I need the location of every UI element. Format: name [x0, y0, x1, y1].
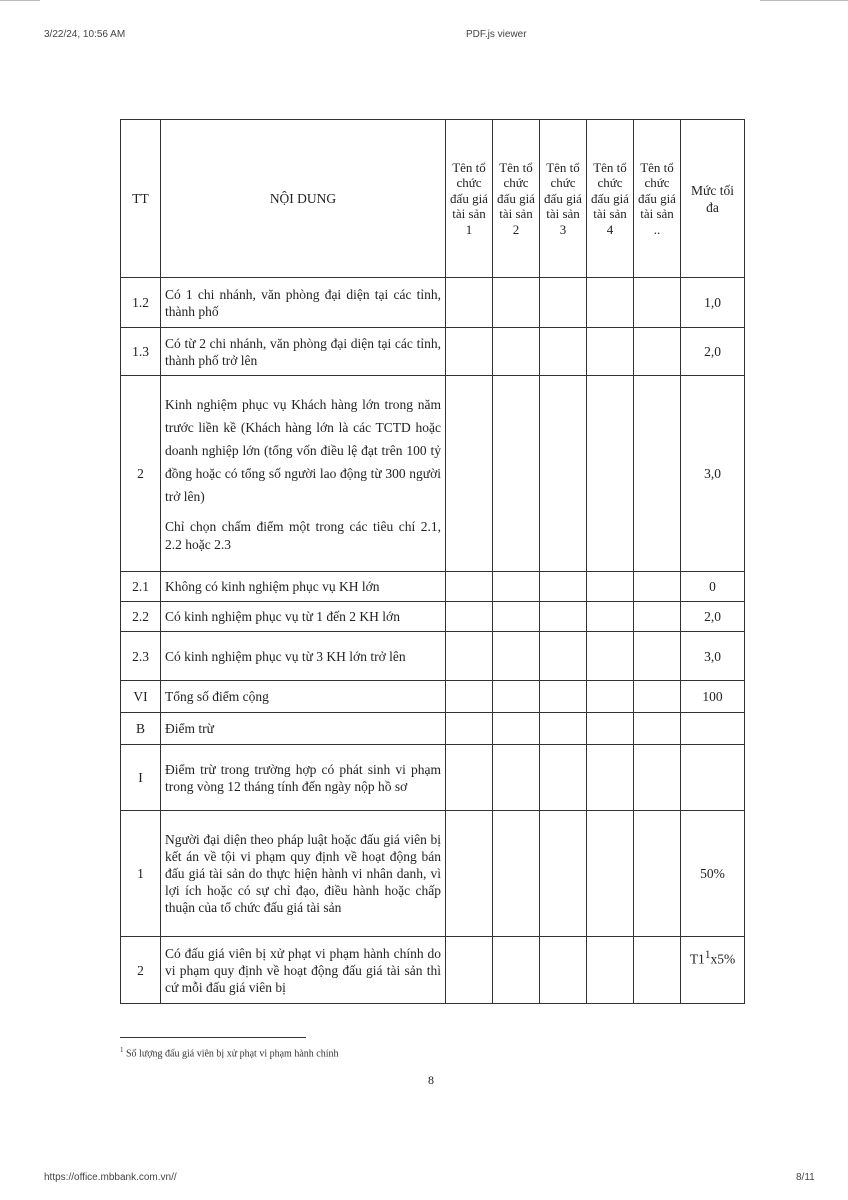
viewer-title: PDF.js viewer — [466, 29, 527, 40]
table-row — [121, 811, 745, 937]
row-tt: 2 — [121, 937, 161, 1004]
row-tt: 1.2 — [121, 278, 161, 328]
table-row — [121, 632, 745, 681]
score-cell — [634, 937, 681, 1004]
row-max: 0 — [681, 572, 745, 602]
row-max — [681, 745, 745, 811]
table-header-row — [121, 120, 745, 278]
score-cell — [634, 572, 681, 602]
row-content-note: Chỉ chọn chấm điểm một trong các tiêu chí 2.1, 2.2 hoặc 2.3 — [165, 519, 441, 552]
score-cell — [493, 713, 540, 745]
score-cell — [446, 278, 493, 328]
footnote-text: Số lượng đấu giá viên bị xử phạt vi phạm hành chính — [126, 1048, 339, 1060]
table-row — [121, 745, 745, 811]
row-content-main: Kinh nghiệm phục vụ Khách hàng lớn trong năm trước liền kề (Khách hàng lớn là các TCTD hoặc doanh nghiệp lớn (tổng vốn điều lệ đạt trên 100 tỷ đồng hoặc có tổng số người lao động từ 300 người trở lên) — [165, 397, 441, 504]
score-cell — [493, 602, 540, 632]
score-cell — [634, 681, 681, 713]
score-cell — [587, 681, 634, 713]
row-tt: 2.1 — [121, 572, 161, 602]
score-cell — [493, 937, 540, 1004]
score-cell — [587, 811, 634, 937]
score-cell — [540, 376, 587, 572]
table-row — [121, 602, 745, 632]
row-max: 3,0 — [681, 632, 745, 681]
row-content — [161, 376, 446, 572]
row-tt: 2.3 — [121, 632, 161, 681]
scoring-table — [120, 119, 745, 1004]
row-max: 50% — [681, 811, 745, 937]
score-cell — [446, 376, 493, 572]
table-row — [121, 681, 745, 713]
score-cell — [493, 745, 540, 811]
row-tt: 2.2 — [121, 602, 161, 632]
page-indicator: 8/11 — [796, 1172, 815, 1183]
row-content: Có đấu giá viên bị xử phạt vi phạm hành chính do vi phạm quy định về hoạt động đấu giá tài sản thì cứ mỗi đấu giá viên bị — [161, 937, 446, 1004]
score-cell — [540, 572, 587, 602]
score-cell — [587, 328, 634, 376]
header-org-4: Tên tổ chức đấu giá tài sản 4 — [587, 120, 634, 278]
header-org-1: Tên tổ chức đấu giá tài sản 1 — [446, 120, 493, 278]
table-row — [121, 278, 745, 328]
score-cell — [587, 278, 634, 328]
score-cell — [493, 811, 540, 937]
header-org-3: Tên tổ chức đấu giá tài sản 3 — [540, 120, 587, 278]
score-cell — [587, 602, 634, 632]
score-cell — [493, 572, 540, 602]
row-content: Có 1 chi nhánh, văn phòng đại diện tại các tỉnh, thành phố — [161, 278, 446, 328]
row-content: Người đại diện theo pháp luật hoặc đấu giá viên bị kết án về tội vi phạm quy định về hoạt động bán đấu giá tài sản do thực hiện hành vi nhân danh, vì lợi ích hoặc có sự chỉ đạo, điều hành hoặc chấp thuận của tổ chức đấu giá tài sản — [161, 811, 446, 937]
row-content: Điểm trừ — [161, 713, 446, 745]
score-cell — [587, 713, 634, 745]
score-cell — [587, 632, 634, 681]
score-cell — [587, 937, 634, 1004]
score-cell — [446, 745, 493, 811]
row-max: 2,0 — [681, 328, 745, 376]
score-cell — [540, 632, 587, 681]
page-number: 8 — [428, 1073, 434, 1087]
score-cell — [540, 811, 587, 937]
score-cell — [493, 278, 540, 328]
row-tt: 1.3 — [121, 328, 161, 376]
table-row — [121, 328, 745, 376]
score-cell — [634, 602, 681, 632]
score-cell — [634, 278, 681, 328]
table-row — [121, 376, 745, 572]
score-cell — [634, 811, 681, 937]
score-cell — [446, 632, 493, 681]
score-cell — [540, 713, 587, 745]
table-row — [121, 713, 745, 745]
score-cell — [493, 632, 540, 681]
print-datetime: 3/22/24, 10:56 AM — [44, 29, 126, 40]
footnote-marker: 1 — [120, 1046, 124, 1054]
score-cell — [540, 745, 587, 811]
score-cell — [493, 328, 540, 376]
footnote-separator — [120, 1037, 306, 1038]
score-cell — [540, 278, 587, 328]
row-tt: B — [121, 713, 161, 745]
row-max: 3,0 — [681, 376, 745, 572]
header-org-2: Tên tổ chức đấu giá tài sản 2 — [493, 120, 540, 278]
score-cell — [634, 713, 681, 745]
row-tt: 1 — [121, 811, 161, 937]
row-max-footnote-ref: 1 — [704, 949, 711, 961]
score-cell — [446, 937, 493, 1004]
score-cell — [587, 376, 634, 572]
row-max-base: T1 — [689, 951, 705, 967]
row-tt: 2 — [121, 376, 161, 572]
row-max-rest: x5% — [710, 951, 736, 967]
table-row — [121, 572, 745, 602]
score-cell — [446, 713, 493, 745]
row-content: Tổng số điểm cộng — [161, 681, 446, 713]
top-edge-line — [0, 0, 40, 1]
row-tt: I — [121, 745, 161, 811]
row-max — [681, 937, 745, 1004]
row-content: Có kinh nghiệm phục vụ từ 3 KH lớn trở lên — [161, 632, 446, 681]
row-content: Có từ 2 chi nhánh, văn phòng đại diện tại các tỉnh, thành phố trở lên — [161, 328, 446, 376]
table-row — [121, 937, 745, 1004]
row-max: 1,0 — [681, 278, 745, 328]
score-cell — [540, 602, 587, 632]
score-cell — [634, 376, 681, 572]
row-max: 2,0 — [681, 602, 745, 632]
score-cell — [634, 745, 681, 811]
score-cell — [446, 328, 493, 376]
header-tt: TT — [121, 120, 161, 278]
row-content: Có kinh nghiệm phục vụ từ 1 đến 2 KH lớn — [161, 602, 446, 632]
score-cell — [446, 681, 493, 713]
row-tt: VI — [121, 681, 161, 713]
score-cell — [493, 376, 540, 572]
score-cell — [446, 572, 493, 602]
score-cell — [446, 811, 493, 937]
score-cell — [540, 937, 587, 1004]
row-max — [681, 713, 745, 745]
row-content: Không có kinh nghiệm phục vụ KH lớn — [161, 572, 446, 602]
page-url: https://office.mbbank.com.vn// — [44, 1172, 177, 1183]
score-cell — [540, 328, 587, 376]
score-cell — [446, 602, 493, 632]
score-cell — [587, 745, 634, 811]
footnote — [120, 1046, 339, 1059]
row-max: 100 — [681, 681, 745, 713]
score-cell — [587, 572, 634, 602]
score-cell — [540, 681, 587, 713]
header-content: NỘI DUNG — [161, 120, 446, 278]
score-cell — [634, 632, 681, 681]
header-org-5: Tên tổ chức đấu giá tài sản .. — [634, 120, 681, 278]
score-cell — [634, 328, 681, 376]
header-max: Mức tối đa — [681, 120, 745, 278]
top-edge-line-right — [760, 0, 848, 1]
row-content: Điểm trừ trong trường hợp có phát sinh vi phạm trong vòng 12 tháng tính đến ngày nộp hồ sơ — [161, 745, 446, 811]
score-cell — [493, 681, 540, 713]
